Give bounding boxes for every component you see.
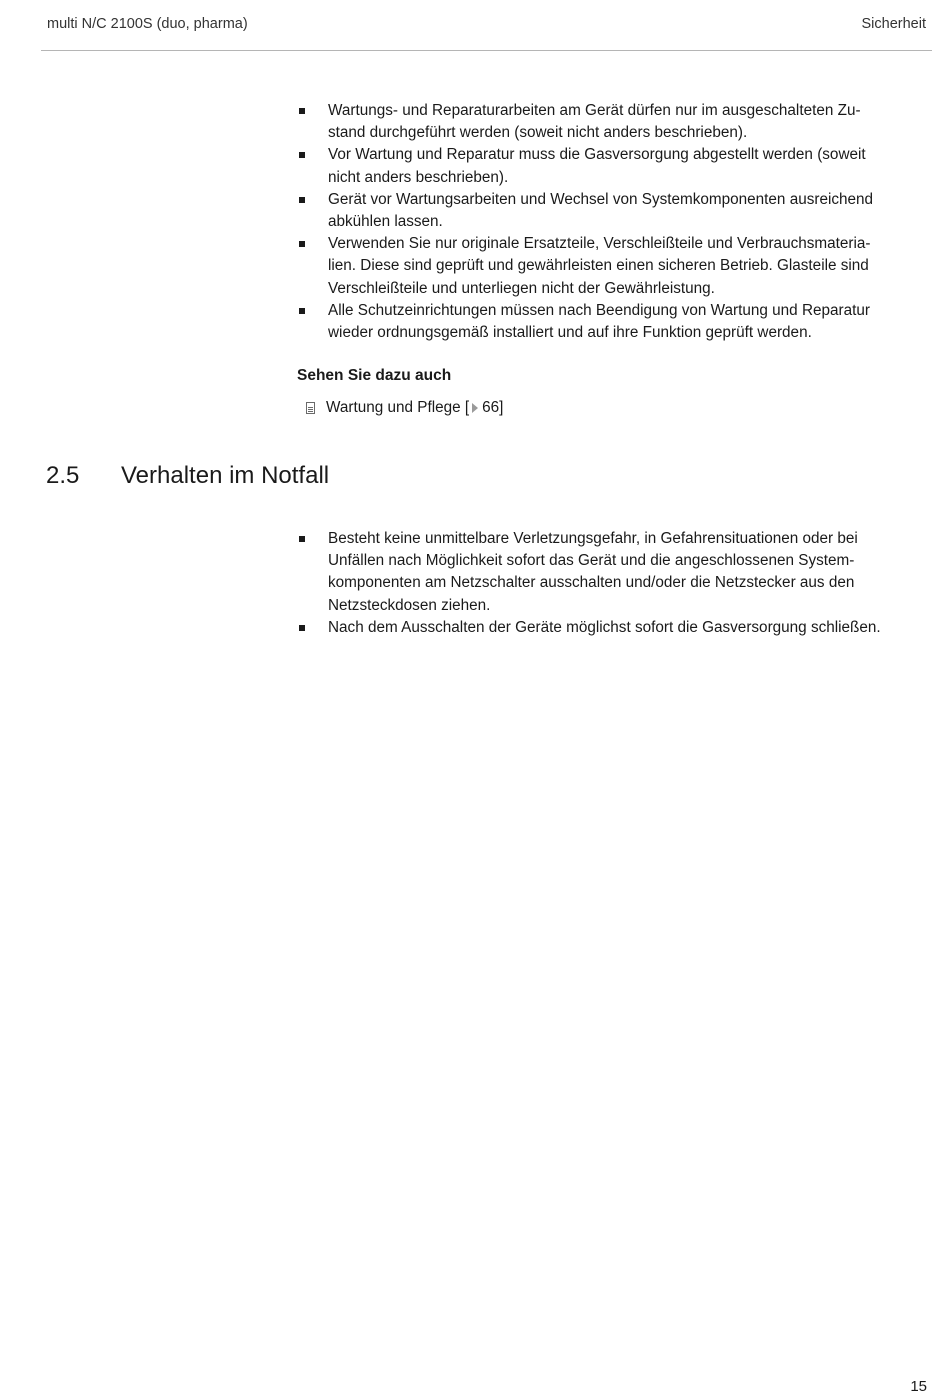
list-item-line: lien. Diese sind geprüft und gewährleisten einen sicheren Betrieb. Glasteile sind xyxy=(328,257,869,275)
maintenance-bullet-list xyxy=(297,100,932,344)
document-icon xyxy=(306,402,315,414)
list-item xyxy=(297,300,932,344)
bullet-marker xyxy=(299,152,305,158)
section-title: Verhalten im Notfall xyxy=(121,462,330,489)
see-also-link[interactable] xyxy=(306,397,503,419)
list-item-line: wieder ordnungsgemäß installiert und auf ihre Funktion geprüft werden. xyxy=(328,324,812,342)
list-item-line: nicht anders beschrieben). xyxy=(328,168,509,186)
list-item xyxy=(297,100,932,144)
bullet-marker xyxy=(299,625,305,631)
page-ref-arrow-icon xyxy=(472,403,478,413)
page-number: 15 xyxy=(910,1378,927,1395)
see-also-heading: Sehen Sie dazu auch xyxy=(297,367,452,384)
section-number: 2.5 xyxy=(46,462,80,489)
list-item-line: Unfällen nach Möglichkeit sofort das Gerät und die angeschlossenen System- xyxy=(328,552,855,570)
list-item xyxy=(297,144,932,188)
list-item xyxy=(297,189,932,233)
bullet-marker xyxy=(299,308,305,314)
list-item-line: komponenten am Netzschalter ausschalten und/oder die Netzstecker aus den xyxy=(328,574,855,592)
page-header xyxy=(41,0,932,51)
bullet-marker xyxy=(299,536,305,542)
list-item-line: Vor Wartung und Reparatur muss die Gasversorgung abgestellt werden (soweit xyxy=(328,146,866,164)
list-item xyxy=(297,233,932,300)
list-item-line: Besteht keine unmittelbare Verletzungsgefahr, in Gefahrensituationen oder bei xyxy=(328,530,858,547)
document-title: multi N/C 2100S (duo, pharma) xyxy=(47,16,248,32)
list-item-line: Verwenden Sie nur originale Ersatzteile, Verschleißteile und Verbrauchsmateria- xyxy=(328,235,871,253)
list-item-line: Alle Schutzeinrichtungen müssen nach Beendigung von Wartung und Reparatur xyxy=(328,301,870,319)
list-item-line: Netzsteckdosen ziehen. xyxy=(328,596,491,614)
see-also-link-text: Wartung und Pflege [ xyxy=(326,399,470,416)
list-item-line: Wartungs- und Reparaturarbeiten am Gerät dürfen nur im ausgeschalteten Zu- xyxy=(328,102,861,119)
list-item-line: Gerät vor Wartungsarbeiten und Wechsel von Systemkomponenten ausreichend xyxy=(328,190,874,208)
list-item-line: stand durchgeführt werden (soweit nicht anders beschrieben). xyxy=(328,124,748,142)
list-item-line: Nach dem Ausschalten der Geräte möglichst sofort die Gasversorgung schließen. xyxy=(328,618,881,636)
list-item-line: Verschleißteile und unterliegen nicht der Gewährleistung. xyxy=(328,279,715,297)
bullet-marker xyxy=(299,197,305,203)
chapter-title: Sicherheit xyxy=(861,16,926,32)
emergency-bullet-list xyxy=(297,528,932,639)
bullet-marker xyxy=(299,241,305,247)
list-item xyxy=(297,617,932,639)
list-item xyxy=(297,528,932,617)
bullet-marker xyxy=(299,108,305,114)
list-item-line: abkühlen lassen. xyxy=(328,213,443,231)
see-also-link-page: 66] xyxy=(482,399,504,416)
